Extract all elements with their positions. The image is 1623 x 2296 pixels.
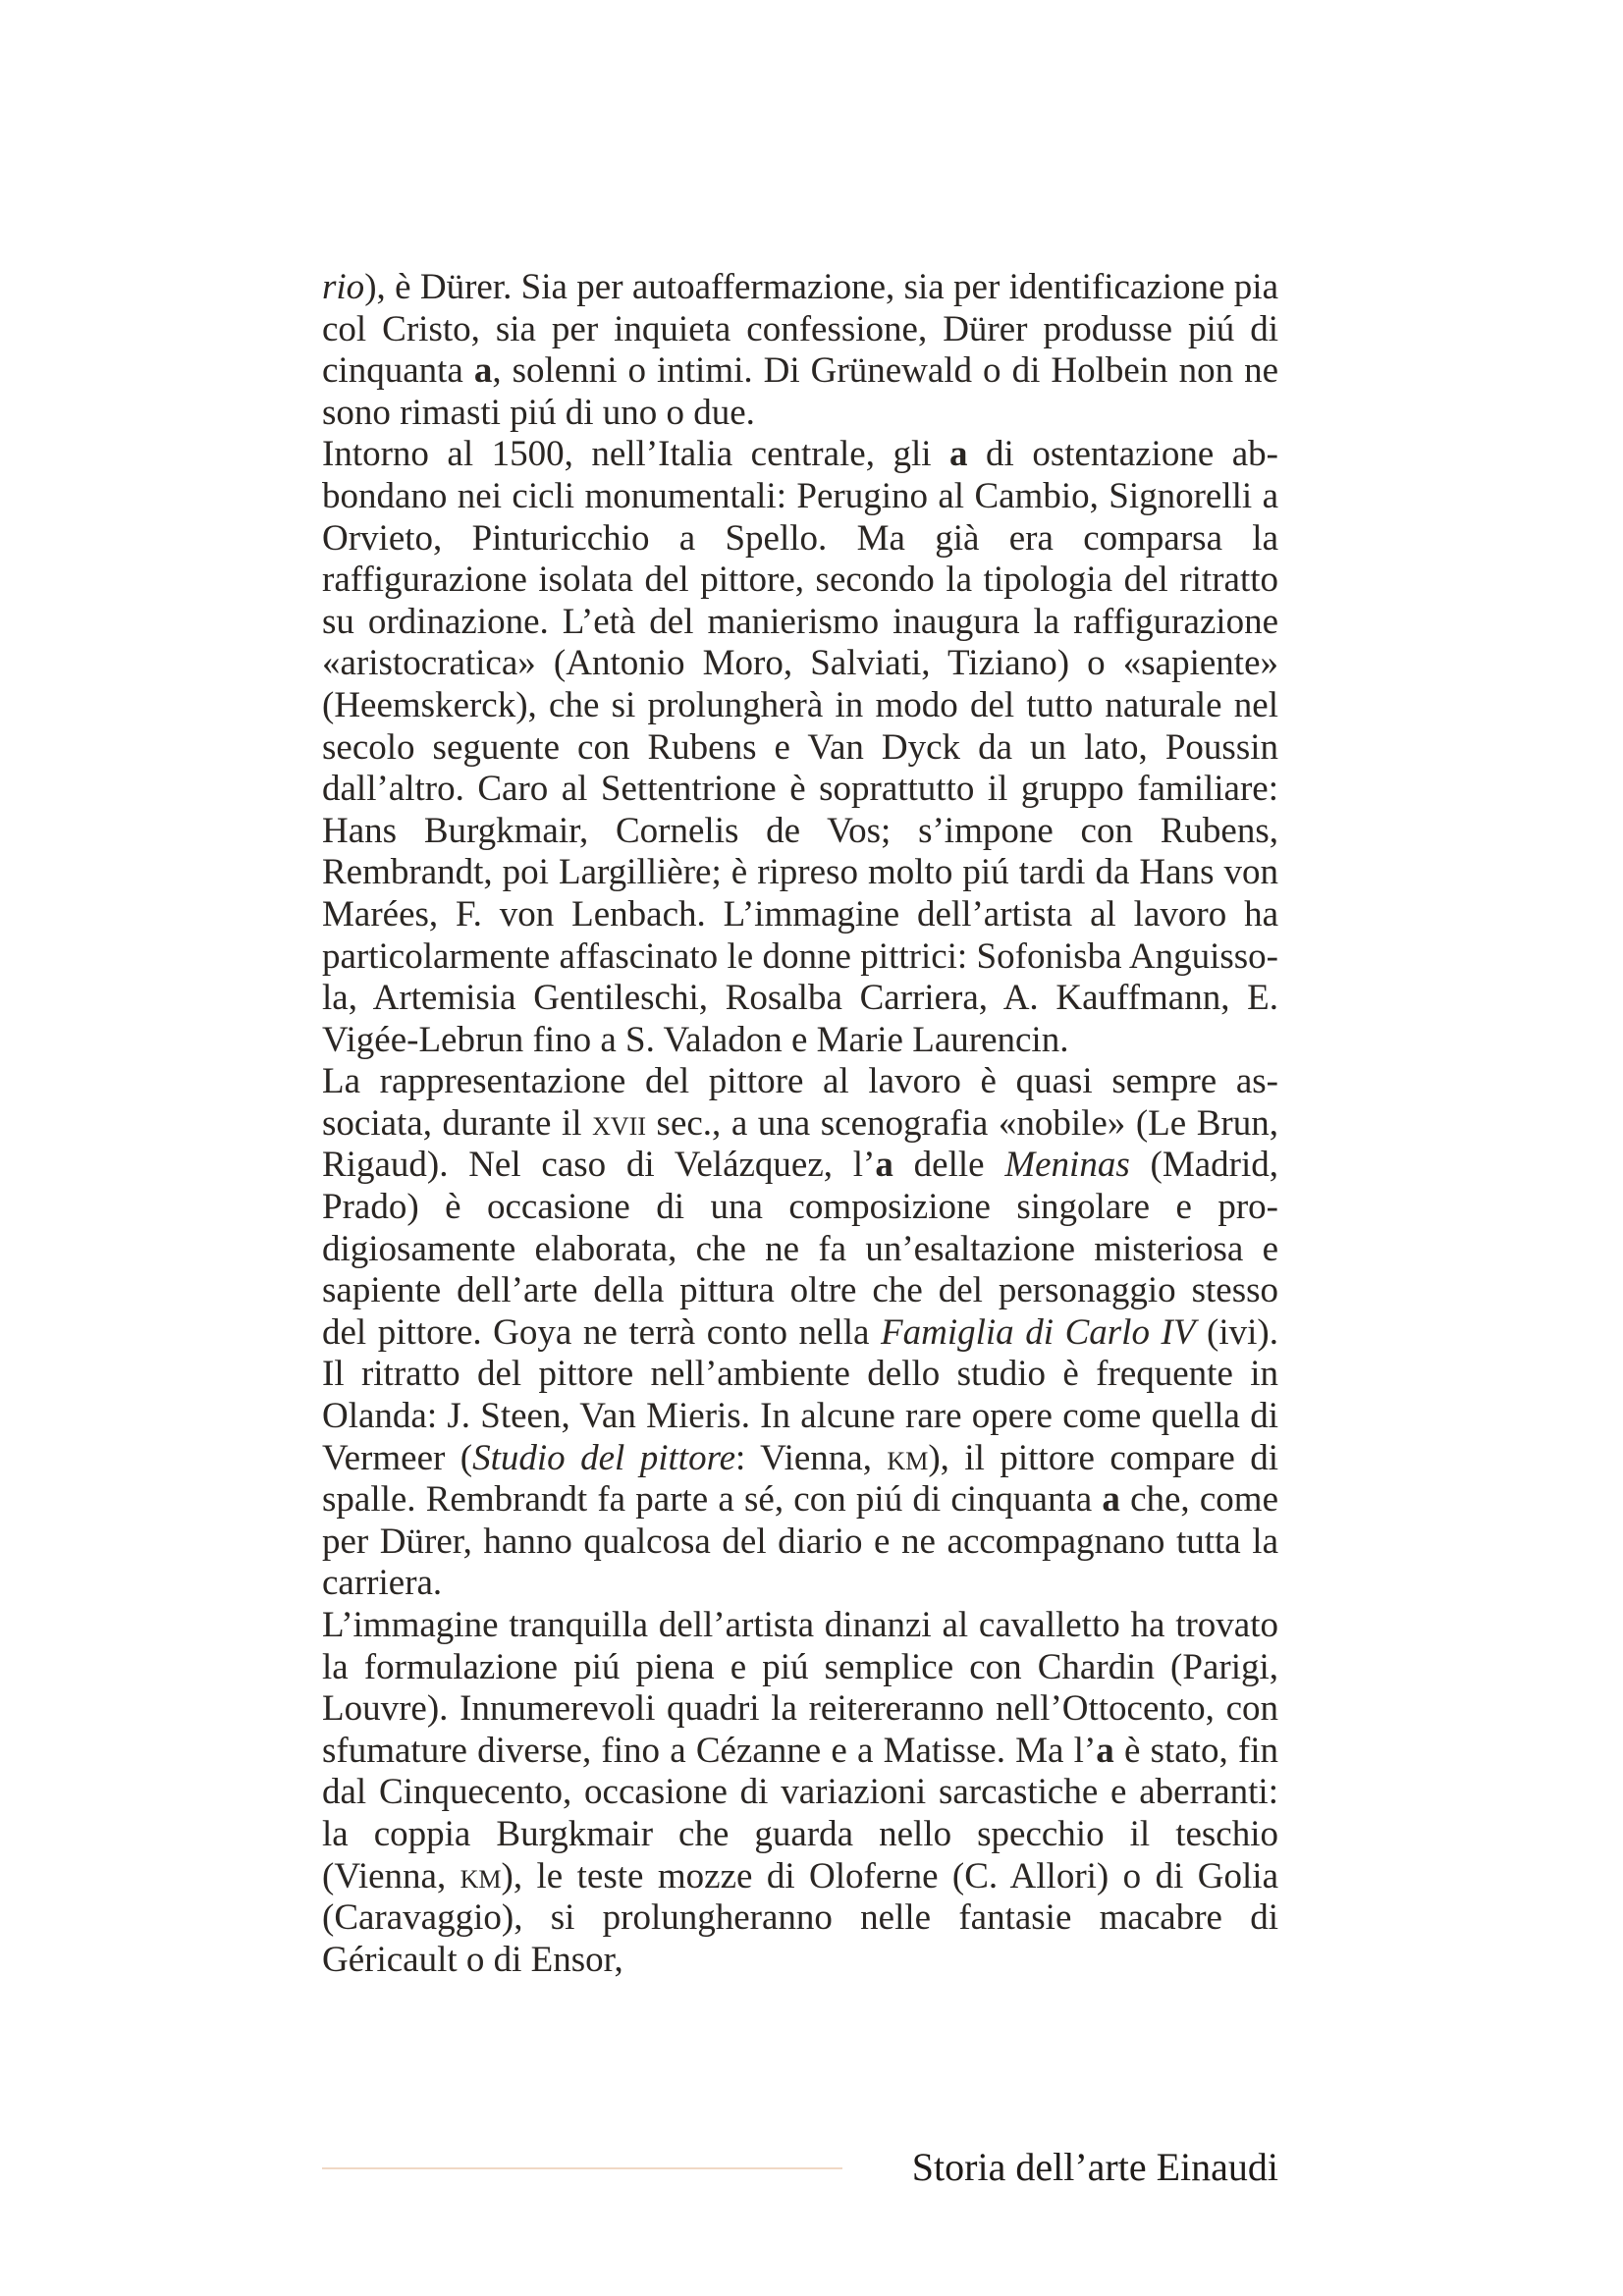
- text-run: sec., a una scenografia «nobile» (Le Brun, Rigaud). Nel caso di Velázquez, l’: [322, 1102, 1278, 1186]
- text-run: che, come per Dürer, hanno qualcosa del diario e ne accompagnano tutta la carriera.: [322, 1479, 1278, 1604]
- text-run: di ostentazione abbondano nei cicli monumentali: Perugino al Cambio, Signorelli a Orvieto, Pinturicchio a Spello. Ma già era comparsa la raffigurazione isolata del pittore, secondo la tipologia del ritratto su ordinazione. L’età del manierismo inaugura la raffigurazione «aristocratica» (Antonio Moro, Salviati, Tiziano) o «sapiente» (Heemskerck), che si prolungherà in modo del tutto naturale nel secolo seguente con Rubens e Van Dyck da un lato, Poussin dall’altro. Caro al Settentrione è soprattutto il gruppo familiare: Hans Burgkmair, Cornelis de Vos; s’impone con Rubens, Rembrandt, poi Largillière; è ripreso molto piú tardi da Hans von Marées, F. von Lenbach. L’immagine dell’artista al lavoro ha particolarmente affascinato le donne pittrici: Sofonisba Anguissola, Artemisia Gentileschi, Rosalba Carriera, A. Kauffmann, E. Vigée-Lebrun fino a S. Valadon e Marie Laurencin.: [322, 434, 1278, 1060]
- text-run: ), è Dürer. Sia per autoaffermazione, sia per identificazione pia col Cristo, sia per inquieta confessione, Dürer produsse piú di cinquanta: [322, 267, 1278, 392]
- text-run: Studio del pittore: [472, 1437, 736, 1478]
- text-run: , solenni o intimi. Di Grünewald o di Holbein non ne sono rimasti piú di uno o due.: [322, 350, 1278, 433]
- body-text: [322, 267, 1278, 1981]
- text-run: Intorno al 1500, nell’Italia centrale, gli: [322, 434, 950, 475]
- text-run: a: [875, 1145, 893, 1186]
- page-footer: [322, 2143, 1278, 2192]
- text-run: a: [949, 434, 968, 475]
- text-run: è stato, fin dal Cinquecento, occasione di variazioni sarcastiche e aberranti: la coppia Burgkmair che guarda nello specchio il teschio (Vienna,: [322, 1730, 1278, 1896]
- text-run: xvii: [592, 1102, 646, 1144]
- text-run: (ivi). Il ritratto del pittore nell’ambiente dello studio è frequente in Olanda: J. Steen, Van Mieris. In alcune rare opere come quella di Vermeer (: [322, 1311, 1278, 1478]
- text-run: delle: [893, 1145, 1005, 1186]
- text-run: ), le teste mozze di Oloferne (C. Allori) o di Golia (Caravaggio), si prolungheranno nelle fantasie macabre di Géricault o di Ensor,: [322, 1855, 1278, 1980]
- footer-title: Storia dell’arte Einaudi: [911, 2145, 1278, 2189]
- text-run: ), il pittore compare di spalle. Rembrandt fa parte a sé, con piú di cinquanta: [322, 1437, 1278, 1521]
- text-run: (Madrid, Prado) è occasione di una composizione singolare e prodigiosamente elaborata, che ne fa un’esaltazione misteriosa e sapiente dell’arte della pittura oltre che del personaggio stesso del pittore. Goya ne terrà conto nella: [322, 1145, 1279, 1353]
- paragraph-2: [322, 434, 1278, 1061]
- text-run: Famiglia di Carlo IV: [881, 1311, 1196, 1353]
- paragraph-1: [322, 267, 1278, 434]
- text-run: a: [1096, 1730, 1114, 1771]
- text-run: a: [1102, 1479, 1120, 1521]
- text-run: km: [460, 1855, 502, 1896]
- footer-rule: [322, 2167, 842, 2169]
- text-run: : Vienna,: [735, 1437, 888, 1478]
- text-run: a: [473, 350, 493, 392]
- text-run: La rappresentazione del pittore al lavoro è quasi sempre associata, durante il: [322, 1061, 1278, 1144]
- paragraph-3: [322, 1061, 1278, 1605]
- text-run: Meninas: [1004, 1145, 1130, 1186]
- paragraph-4: [322, 1605, 1278, 1981]
- text-run: L’immagine tranquilla dell’artista dinanzi al cavalletto ha trovato la formulazione piú piena e piú semplice con Chardin (Parigi, Louvre). Innumerevoli quadri la reitereranno nell’Ottocento, con sfumature diverse, fino a Cézanne e a Matisse. Ma l’: [322, 1605, 1278, 1771]
- text-run: rio: [322, 267, 365, 307]
- text-run: km: [887, 1437, 929, 1478]
